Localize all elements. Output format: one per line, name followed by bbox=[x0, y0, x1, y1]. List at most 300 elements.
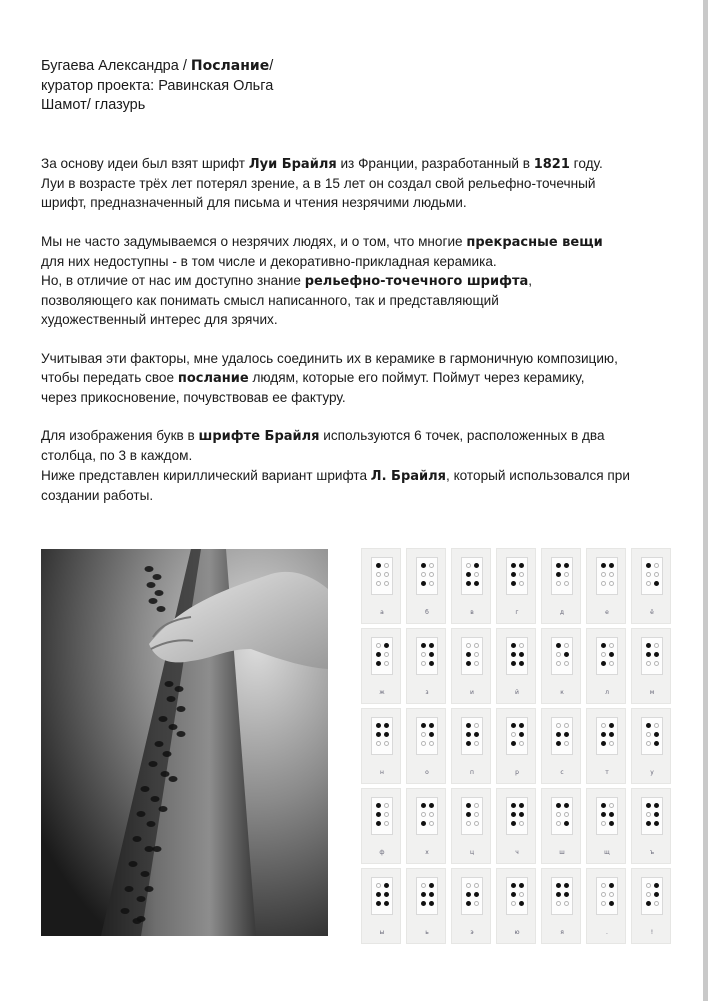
text-segment: Для изображения букв в bbox=[41, 428, 199, 444]
braille-dot-empty bbox=[474, 883, 479, 888]
braille-cell bbox=[406, 548, 446, 624]
braille-card bbox=[506, 557, 528, 595]
braille-cell bbox=[361, 708, 401, 784]
braille-card bbox=[371, 717, 393, 755]
braille-dot-raised bbox=[519, 723, 524, 728]
braille-letter-label: ф bbox=[379, 849, 385, 856]
braille-dot-empty bbox=[511, 901, 516, 906]
braille-dot-raised bbox=[376, 803, 381, 808]
braille-dot-empty bbox=[384, 563, 389, 568]
braille-cell bbox=[586, 548, 626, 624]
braille-dot-raised bbox=[429, 723, 434, 728]
braille-letter-label: ! bbox=[650, 929, 654, 936]
braille-dot-empty bbox=[654, 723, 659, 728]
braille-cell bbox=[631, 788, 671, 864]
braille-dot-raised bbox=[564, 563, 569, 568]
braille-cell bbox=[586, 628, 626, 704]
braille-cell bbox=[541, 548, 581, 624]
braille-dot-empty bbox=[519, 572, 524, 577]
braille-cell bbox=[406, 868, 446, 944]
braille-dot-empty bbox=[601, 652, 606, 657]
braille-dot-raised bbox=[646, 723, 651, 728]
braille-dot-raised bbox=[556, 572, 561, 577]
braille-dot-empty bbox=[421, 883, 426, 888]
braille-dot-raised bbox=[511, 812, 516, 817]
braille-dot-raised bbox=[519, 661, 524, 666]
braille-dot-raised bbox=[466, 741, 471, 746]
braille-cell bbox=[541, 708, 581, 784]
braille-dot-raised bbox=[466, 732, 471, 737]
braille-dot-raised bbox=[556, 563, 561, 568]
braille-dot-raised bbox=[646, 901, 651, 906]
braille-dot-empty bbox=[474, 803, 479, 808]
braille-dot-raised bbox=[564, 883, 569, 888]
braille-dot-empty bbox=[429, 741, 434, 746]
braille-dot-raised bbox=[609, 821, 614, 826]
braille-dot-empty bbox=[646, 883, 651, 888]
braille-letter-label: ю bbox=[514, 929, 520, 936]
author-name: Бугаева Александра / bbox=[41, 58, 191, 74]
braille-dot-raised bbox=[519, 901, 524, 906]
braille-letter-label: и bbox=[470, 689, 474, 696]
braille-dot-empty bbox=[564, 643, 569, 648]
braille-dot-raised bbox=[511, 883, 516, 888]
braille-dot-raised bbox=[421, 723, 426, 728]
braille-hole bbox=[149, 761, 158, 767]
braille-dot-raised bbox=[511, 741, 516, 746]
braille-dot-raised bbox=[519, 563, 524, 568]
braille-dot-raised bbox=[429, 803, 434, 808]
braille-letter-label: о bbox=[425, 769, 429, 776]
braille-letter-label: ж bbox=[379, 689, 385, 696]
braille-dot-empty bbox=[556, 723, 561, 728]
braille-dot-empty bbox=[654, 572, 659, 577]
braille-card bbox=[551, 637, 573, 675]
braille-dot-raised bbox=[421, 581, 426, 586]
braille-dot-raised bbox=[646, 652, 651, 657]
braille-dot-empty bbox=[601, 821, 606, 826]
braille-dot-raised bbox=[654, 883, 659, 888]
braille-hole bbox=[147, 821, 156, 827]
braille-dot-raised bbox=[466, 652, 471, 657]
braille-dot-raised bbox=[466, 812, 471, 817]
emphasis-text: Л. Брайля bbox=[370, 468, 447, 484]
braille-dot-raised bbox=[376, 661, 381, 666]
braille-dot-empty bbox=[609, 741, 614, 746]
braille-card bbox=[641, 637, 663, 675]
braille-card bbox=[551, 797, 573, 835]
braille-dot-raised bbox=[609, 723, 614, 728]
braille-dot-raised bbox=[601, 563, 606, 568]
braille-hole bbox=[155, 741, 164, 747]
braille-dot-empty bbox=[646, 661, 651, 666]
braille-dot-empty bbox=[601, 723, 606, 728]
braille-dot-empty bbox=[556, 581, 561, 586]
braille-dot-empty bbox=[646, 741, 651, 746]
braille-dot-raised bbox=[376, 652, 381, 657]
braille-hole bbox=[137, 916, 146, 922]
braille-card bbox=[506, 797, 528, 835]
braille-dot-raised bbox=[466, 572, 471, 577]
braille-card bbox=[371, 877, 393, 915]
braille-dot-empty bbox=[384, 581, 389, 586]
braille-dot-empty bbox=[466, 883, 471, 888]
braille-hole bbox=[159, 806, 168, 812]
braille-dot-raised bbox=[511, 723, 516, 728]
body-text bbox=[41, 154, 671, 524]
braille-letter-label: у bbox=[650, 769, 654, 776]
braille-dot-raised bbox=[609, 812, 614, 817]
braille-dot-raised bbox=[421, 563, 426, 568]
braille-dot-empty bbox=[474, 572, 479, 577]
braille-hole bbox=[141, 871, 150, 877]
braille-dot-raised bbox=[601, 661, 606, 666]
braille-dot-raised bbox=[474, 892, 479, 897]
braille-dot-empty bbox=[609, 661, 614, 666]
braille-cell bbox=[451, 788, 491, 864]
braille-cell bbox=[406, 628, 446, 704]
braille-cell bbox=[451, 628, 491, 704]
braille-dot-empty bbox=[601, 892, 606, 897]
braille-card bbox=[461, 877, 483, 915]
braille-hole bbox=[155, 590, 164, 596]
braille-dot-empty bbox=[646, 812, 651, 817]
braille-letter-label: п bbox=[470, 769, 474, 776]
braille-cell bbox=[586, 788, 626, 864]
braille-dot-raised bbox=[466, 901, 471, 906]
braille-dot-raised bbox=[376, 723, 381, 728]
braille-dot-raised bbox=[601, 643, 606, 648]
braille-dot-empty bbox=[474, 723, 479, 728]
braille-dot-raised bbox=[556, 643, 561, 648]
braille-hole bbox=[177, 731, 186, 737]
braille-dot-empty bbox=[646, 732, 651, 737]
paragraph bbox=[41, 349, 671, 408]
braille-dot-raised bbox=[556, 803, 561, 808]
braille-letter-label: к bbox=[560, 689, 564, 696]
text-segment: из Франции, разработанный в bbox=[336, 156, 534, 171]
braille-dot-raised bbox=[511, 643, 516, 648]
text-segment: чтобы передать свое bbox=[41, 369, 178, 385]
emphasis-text: 1821 bbox=[533, 157, 570, 172]
braille-dot-empty bbox=[376, 572, 381, 577]
braille-card bbox=[506, 877, 528, 915]
braille-dot-empty bbox=[376, 741, 381, 746]
braille-dot-raised bbox=[376, 892, 381, 897]
author-line bbox=[41, 57, 273, 77]
braille-dot-empty bbox=[421, 732, 426, 737]
braille-card bbox=[641, 797, 663, 835]
braille-hole bbox=[153, 574, 162, 580]
braille-dot-empty bbox=[609, 572, 614, 577]
braille-card bbox=[596, 717, 618, 755]
braille-dot-raised bbox=[511, 821, 516, 826]
braille-letter-label: ё bbox=[650, 609, 654, 616]
braille-dot-raised bbox=[654, 812, 659, 817]
braille-dot-empty bbox=[421, 572, 426, 577]
paragraph bbox=[41, 154, 671, 213]
braille-dot-empty bbox=[474, 812, 479, 817]
braille-dot-raised bbox=[654, 581, 659, 586]
braille-dot-empty bbox=[466, 563, 471, 568]
braille-dot-empty bbox=[384, 741, 389, 746]
braille-dot-empty bbox=[646, 581, 651, 586]
braille-dot-empty bbox=[429, 581, 434, 586]
braille-card bbox=[596, 557, 618, 595]
braille-card bbox=[596, 797, 618, 835]
braille-letter-label: т bbox=[605, 769, 609, 776]
braille-dot-empty bbox=[601, 581, 606, 586]
braille-dot-raised bbox=[376, 901, 381, 906]
braille-dot-raised bbox=[654, 652, 659, 657]
braille-dot-empty bbox=[654, 901, 659, 906]
braille-dot-raised bbox=[474, 563, 479, 568]
braille-dot-raised bbox=[646, 821, 651, 826]
text-segment: Ниже представлен кириллический вариант шрифта bbox=[41, 467, 371, 483]
emphasis-text: рельефно-точечного шрифта bbox=[304, 274, 529, 290]
braille-dot-empty bbox=[564, 741, 569, 746]
braille-cell bbox=[406, 788, 446, 864]
braille-dot-raised bbox=[654, 821, 659, 826]
braille-hole bbox=[145, 886, 154, 892]
text-segment: столбца, по 3 в каждом. bbox=[41, 448, 193, 464]
braille-cell bbox=[361, 548, 401, 624]
braille-dot-empty bbox=[519, 581, 524, 586]
braille-dot-raised bbox=[609, 652, 614, 657]
braille-dot-raised bbox=[421, 821, 426, 826]
braille-dot-raised bbox=[609, 901, 614, 906]
emphasis-text: шрифте Брайля bbox=[198, 429, 320, 445]
braille-dot-raised bbox=[384, 901, 389, 906]
braille-dot-empty bbox=[376, 643, 381, 648]
paragraph bbox=[41, 426, 671, 505]
braille-dot-empty bbox=[601, 883, 606, 888]
text-segment: году. bbox=[569, 156, 603, 171]
braille-card bbox=[506, 637, 528, 675]
braille-dot-empty bbox=[654, 643, 659, 648]
braille-dot-raised bbox=[654, 732, 659, 737]
braille-dot-empty bbox=[519, 821, 524, 826]
braille-cell bbox=[541, 628, 581, 704]
braille-card bbox=[641, 877, 663, 915]
braille-hole bbox=[147, 582, 156, 588]
braille-hole bbox=[145, 846, 154, 852]
braille-dot-empty bbox=[556, 821, 561, 826]
braille-dot-raised bbox=[511, 803, 516, 808]
braille-dot-empty bbox=[466, 821, 471, 826]
braille-dot-raised bbox=[384, 892, 389, 897]
braille-dot-raised bbox=[429, 892, 434, 897]
braille-dot-empty bbox=[474, 741, 479, 746]
braille-dot-empty bbox=[421, 652, 426, 657]
braille-letter-label: з bbox=[425, 689, 429, 696]
braille-dot-raised bbox=[511, 892, 516, 897]
braille-cell bbox=[631, 548, 671, 624]
braille-dot-empty bbox=[474, 652, 479, 657]
braille-dot-empty bbox=[609, 803, 614, 808]
braille-cell bbox=[496, 628, 536, 704]
braille-hole bbox=[121, 908, 130, 914]
braille-dot-empty bbox=[474, 901, 479, 906]
braille-dot-empty bbox=[564, 901, 569, 906]
braille-dot-empty bbox=[646, 892, 651, 897]
braille-dot-raised bbox=[466, 892, 471, 897]
braille-ceramic-photo bbox=[41, 549, 328, 936]
material-line: Шамот/ глазурь bbox=[41, 97, 146, 113]
braille-dot-raised bbox=[654, 892, 659, 897]
text-segment: Луи в возрасте трёх лет потерял зрение, а в 15 лет он создал свой рельефно-точечный bbox=[41, 176, 596, 192]
braille-dot-empty bbox=[429, 821, 434, 826]
braille-hole bbox=[175, 686, 184, 692]
braille-dot-empty bbox=[384, 821, 389, 826]
braille-dot-raised bbox=[429, 643, 434, 648]
braille-card bbox=[596, 637, 618, 675]
title-suffix: / bbox=[269, 58, 274, 74]
document-header bbox=[41, 57, 273, 116]
braille-hole bbox=[129, 861, 138, 867]
braille-dot-empty bbox=[384, 572, 389, 577]
braille-dot-raised bbox=[609, 732, 614, 737]
braille-dot-raised bbox=[384, 723, 389, 728]
braille-dot-empty bbox=[384, 652, 389, 657]
braille-dot-raised bbox=[421, 901, 426, 906]
braille-letter-label: щ bbox=[604, 849, 610, 856]
braille-letter-label: с bbox=[560, 769, 564, 776]
braille-hole bbox=[137, 811, 146, 817]
braille-dot-raised bbox=[654, 803, 659, 808]
braille-dot-raised bbox=[646, 803, 651, 808]
braille-dot-raised bbox=[519, 812, 524, 817]
braille-card bbox=[461, 717, 483, 755]
braille-card bbox=[641, 717, 663, 755]
braille-dot-empty bbox=[384, 661, 389, 666]
braille-dot-raised bbox=[429, 652, 434, 657]
braille-letter-label: э bbox=[470, 929, 474, 936]
braille-dot-raised bbox=[376, 563, 381, 568]
text-segment: через прикосновение, почувствовав ее фактуру. bbox=[41, 390, 346, 406]
braille-cell bbox=[406, 708, 446, 784]
braille-dot-raised bbox=[556, 892, 561, 897]
braille-dot-raised bbox=[511, 652, 516, 657]
braille-card bbox=[461, 797, 483, 835]
braille-dot-raised bbox=[466, 803, 471, 808]
braille-cell bbox=[631, 628, 671, 704]
braille-dot-raised bbox=[609, 563, 614, 568]
braille-dot-raised bbox=[466, 661, 471, 666]
braille-dot-empty bbox=[564, 723, 569, 728]
braille-dot-empty bbox=[564, 572, 569, 577]
braille-hole bbox=[163, 751, 172, 757]
braille-dot-empty bbox=[429, 563, 434, 568]
braille-letter-label: б bbox=[425, 609, 429, 616]
braille-hole bbox=[151, 796, 160, 802]
braille-dot-empty bbox=[564, 661, 569, 666]
braille-dot-raised bbox=[654, 741, 659, 746]
braille-card bbox=[641, 557, 663, 595]
braille-dot-raised bbox=[466, 723, 471, 728]
braille-cell bbox=[541, 788, 581, 864]
text-segment: Учитывая эти факторы, мне удалось соединить их в керамике в гармоничную композицию, bbox=[41, 350, 618, 366]
braille-dot-empty bbox=[556, 901, 561, 906]
braille-dot-empty bbox=[421, 741, 426, 746]
emphasis-text: Луи Брайля bbox=[248, 157, 337, 172]
braille-dot-raised bbox=[519, 652, 524, 657]
text-segment: людям, которые его поймут. Поймут через керамику, bbox=[248, 369, 585, 385]
braille-cell bbox=[361, 628, 401, 704]
braille-hole bbox=[141, 786, 150, 792]
text-segment: Мы не часто задумываемся о незрячих людях, и о том, что многие bbox=[41, 233, 467, 249]
braille-dot-raised bbox=[511, 563, 516, 568]
paragraph bbox=[41, 232, 671, 330]
braille-card bbox=[416, 797, 438, 835]
emphasis-text: послание bbox=[177, 370, 249, 386]
braille-dot-raised bbox=[384, 732, 389, 737]
braille-card bbox=[551, 877, 573, 915]
braille-dot-empty bbox=[609, 643, 614, 648]
braille-dot-empty bbox=[609, 892, 614, 897]
braille-hole bbox=[169, 776, 178, 782]
braille-dot-raised bbox=[421, 892, 426, 897]
braille-dot-empty bbox=[376, 883, 381, 888]
braille-dot-raised bbox=[421, 643, 426, 648]
braille-cell bbox=[496, 548, 536, 624]
braille-dot-raised bbox=[564, 892, 569, 897]
braille-cell bbox=[361, 868, 401, 944]
emphasis-text: прекрасные вещи bbox=[466, 234, 603, 250]
braille-dot-raised bbox=[474, 732, 479, 737]
braille-letter-label: е bbox=[605, 609, 609, 616]
braille-hole bbox=[157, 606, 166, 612]
braille-dot-raised bbox=[376, 821, 381, 826]
braille-dot-empty bbox=[601, 901, 606, 906]
braille-dot-empty bbox=[564, 581, 569, 586]
braille-dot-empty bbox=[511, 732, 516, 737]
braille-dot-raised bbox=[556, 732, 561, 737]
braille-dot-raised bbox=[564, 821, 569, 826]
braille-dot-empty bbox=[474, 821, 479, 826]
braille-dot-empty bbox=[601, 572, 606, 577]
braille-hole bbox=[167, 696, 176, 702]
photo-illustration bbox=[41, 549, 328, 936]
braille-dot-raised bbox=[466, 581, 471, 586]
braille-card bbox=[551, 717, 573, 755]
braille-cell bbox=[361, 788, 401, 864]
braille-card bbox=[551, 557, 573, 595]
braille-hole bbox=[159, 716, 168, 722]
braille-dot-raised bbox=[564, 652, 569, 657]
braille-dot-raised bbox=[646, 643, 651, 648]
braille-dot-empty bbox=[384, 812, 389, 817]
braille-dot-raised bbox=[601, 803, 606, 808]
braille-dot-empty bbox=[646, 572, 651, 577]
braille-card bbox=[596, 877, 618, 915]
braille-dot-empty bbox=[654, 563, 659, 568]
braille-dot-empty bbox=[564, 812, 569, 817]
braille-dot-raised bbox=[429, 661, 434, 666]
braille-hole bbox=[137, 896, 146, 902]
braille-alphabet-grid bbox=[361, 548, 671, 948]
braille-card bbox=[416, 717, 438, 755]
braille-letter-label: ъ bbox=[649, 849, 655, 856]
braille-hole bbox=[169, 724, 178, 730]
braille-letter-label: х bbox=[425, 849, 429, 856]
braille-dot-empty bbox=[519, 892, 524, 897]
braille-dot-empty bbox=[609, 581, 614, 586]
text-segment: художественный интерес для зрячих. bbox=[41, 312, 278, 328]
text-segment: для них недоступны - в том числе и декоративно-прикладная керамика. bbox=[41, 253, 497, 269]
braille-card bbox=[461, 557, 483, 595]
braille-dot-raised bbox=[601, 812, 606, 817]
